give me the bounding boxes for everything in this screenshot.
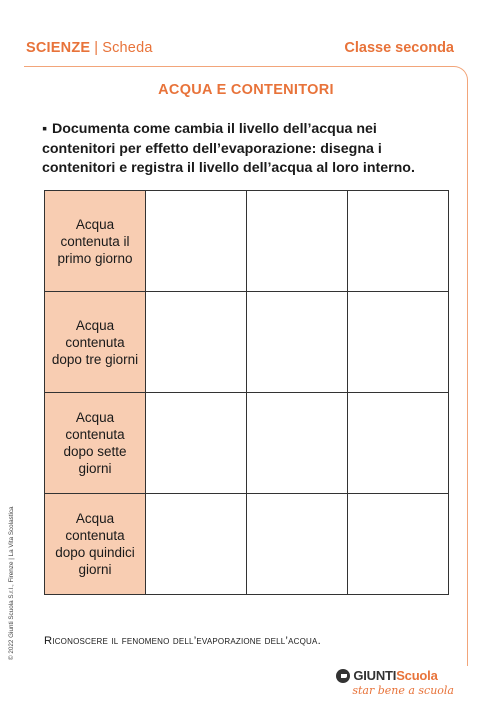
page-title: ACQUA E CONTENITORI xyxy=(158,82,334,98)
grade-label: Classe seconda xyxy=(344,40,454,56)
instructions xyxy=(42,120,452,179)
drawing-cell[interactable] xyxy=(348,191,449,292)
copyright-notice: © 2022 Giunti Scuola S.r.l., Firenze | La Vita Scolastica xyxy=(8,506,15,660)
subject-label: SCIENZE xyxy=(26,40,91,56)
table-row xyxy=(45,292,449,393)
drawing-cell[interactable] xyxy=(348,292,449,393)
row-label: Acqua contenuta dopo tre giorni xyxy=(45,292,146,393)
drawing-cell[interactable] xyxy=(247,191,348,292)
logo-tagline: star bene a scuola xyxy=(352,684,454,697)
drawing-cell[interactable] xyxy=(247,494,348,595)
giunti-g-icon xyxy=(336,669,350,683)
drawing-cell[interactable] xyxy=(146,292,247,393)
worksheet-header xyxy=(26,40,153,56)
row-label: Acqua contenuta il primo giorno xyxy=(45,191,146,292)
bullet-icon: ▪ xyxy=(42,121,48,137)
drawing-cell[interactable] xyxy=(146,393,247,494)
instructions-text: Documenta come cambia il livello dell’acqua nei contenitori per effetto dell’evaporazione: disegna i contenitori e registra il livello dell’acqua al loro interno. xyxy=(42,121,415,176)
drawing-cell[interactable] xyxy=(247,292,348,393)
logo-brand: GIUNTIScuola xyxy=(353,668,438,683)
observation-table xyxy=(44,190,449,595)
worksheet-type: Scheda xyxy=(102,40,153,56)
header-separator: | xyxy=(94,40,99,56)
drawing-cell[interactable] xyxy=(247,393,348,494)
drawing-cell[interactable] xyxy=(146,494,247,595)
table-row xyxy=(45,494,449,595)
row-label: Acqua contenuta dopo sette giorni xyxy=(45,393,146,494)
row-label: Acqua contenuta dopo quindici giorni xyxy=(45,494,146,595)
drawing-cell[interactable] xyxy=(348,393,449,494)
drawing-cell[interactable] xyxy=(348,494,449,595)
publisher-logo xyxy=(336,668,454,697)
table-row xyxy=(45,393,449,494)
table-row xyxy=(45,191,449,292)
learning-objective: Riconoscere il fenomeno dell’evaporazione dell’acqua. xyxy=(44,635,321,647)
drawing-cell[interactable] xyxy=(146,191,247,292)
